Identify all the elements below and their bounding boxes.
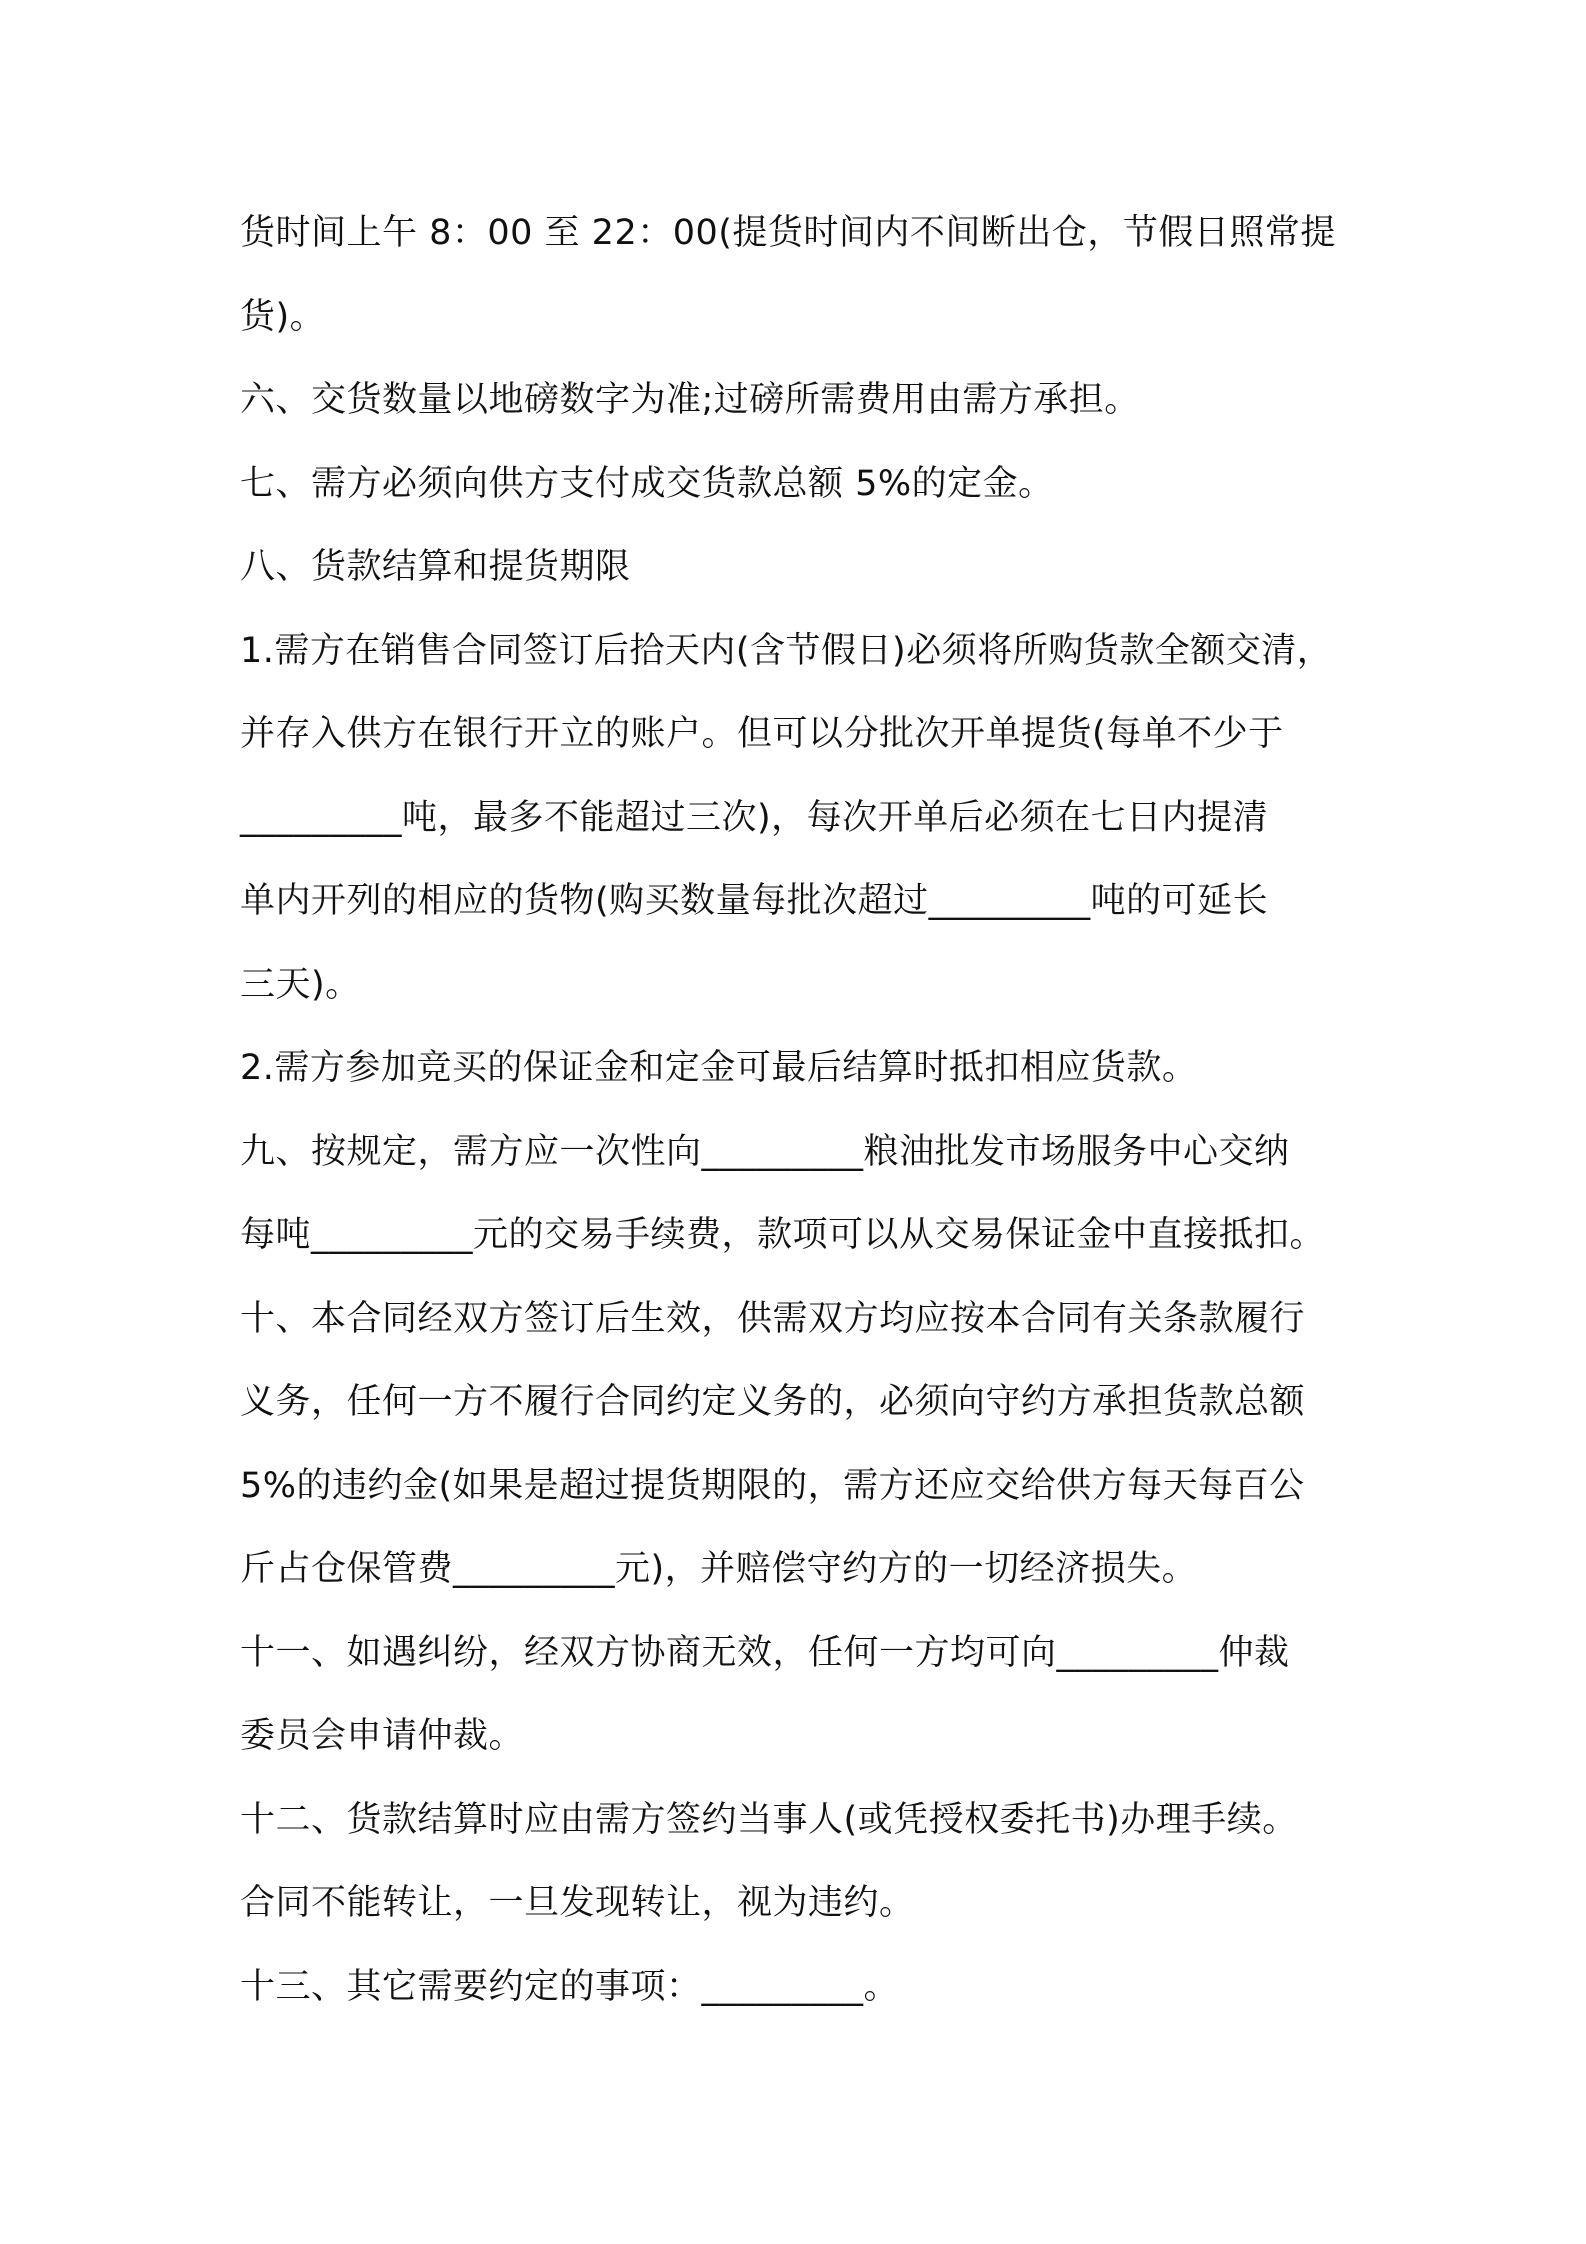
text-line: 货)。 [240, 296, 326, 337]
text-line: 单内开列的相应的货物(购买数量每批次超过_________吨的可延长 [240, 881, 1269, 921]
text-line: 货时间上午 8：00 至 22：00(提货时间内不间断出仓，节假日照常提 [240, 213, 1336, 253]
text-line: 义务，任何一方不履行合同约定义务的，必须向守约方承担货款总额 [240, 1382, 1306, 1422]
text-line: 并存入供方在银行开立的账户。但可以分批次开单提货(每单不少于 [240, 714, 1284, 754]
clause-8-1: 1.需方在销售合同签订后拾天内(含节假日)必须将所购货款全额交清， [240, 630, 1333, 671]
text-line: 合同不能转让，一旦发现转让，视为违约。 [240, 1883, 915, 1923]
text-line: 斤占仓保管费_________元)，并赔偿守约方的一切经济损失。 [240, 1549, 1198, 1589]
clause-8-heading: 八、货款结算和提货期限 [240, 547, 631, 587]
text-line: _________吨，最多不能超过三次)，每次开单后必须在七日内提清 [240, 797, 1269, 838]
text-line: 委员会申请仲裁。 [240, 1716, 525, 1756]
clause-11: 十一、如遇纠纷，经双方协商无效，任何一方均可向_________仲裁 [240, 1632, 1290, 1673]
text-line: 三天)。 [240, 964, 361, 1005]
clause-10: 十、本合同经双方签订后生效，供需双方均应按本合同有关条款履行 [240, 1298, 1306, 1339]
clause-7: 七、需方必须向供方支付成交货款总额 5%的定金。 [240, 463, 1054, 504]
contract-text-body [240, 192, 1380, 2029]
clause-9: 九、按规定，需方应一次性向_________粮油批发市场服务中心交纳 [240, 1131, 1290, 1172]
clause-12: 十二、货款结算时应由需方签约当事人(或凭授权委托书)办理手续。 [240, 1799, 1298, 1840]
clause-13: 十三、其它需要约定的事项：_________。 [240, 1966, 900, 2007]
clause-8-2: 2.需方参加竞买的保证金和定金可最后结算时抵扣相应货款。 [240, 1048, 1198, 1088]
text-line: 每吨_________元的交易手续费，款项可以从交易保证金中直接抵扣。 [240, 1215, 1326, 1255]
text-line: 5%的违约金(如果是超过提货期限的，需方还应交给供方每天每百公 [240, 1465, 1305, 1506]
clause-6: 六、交货数量以地磅数字为准;过磅所需费用由需方承担。 [240, 380, 1140, 420]
